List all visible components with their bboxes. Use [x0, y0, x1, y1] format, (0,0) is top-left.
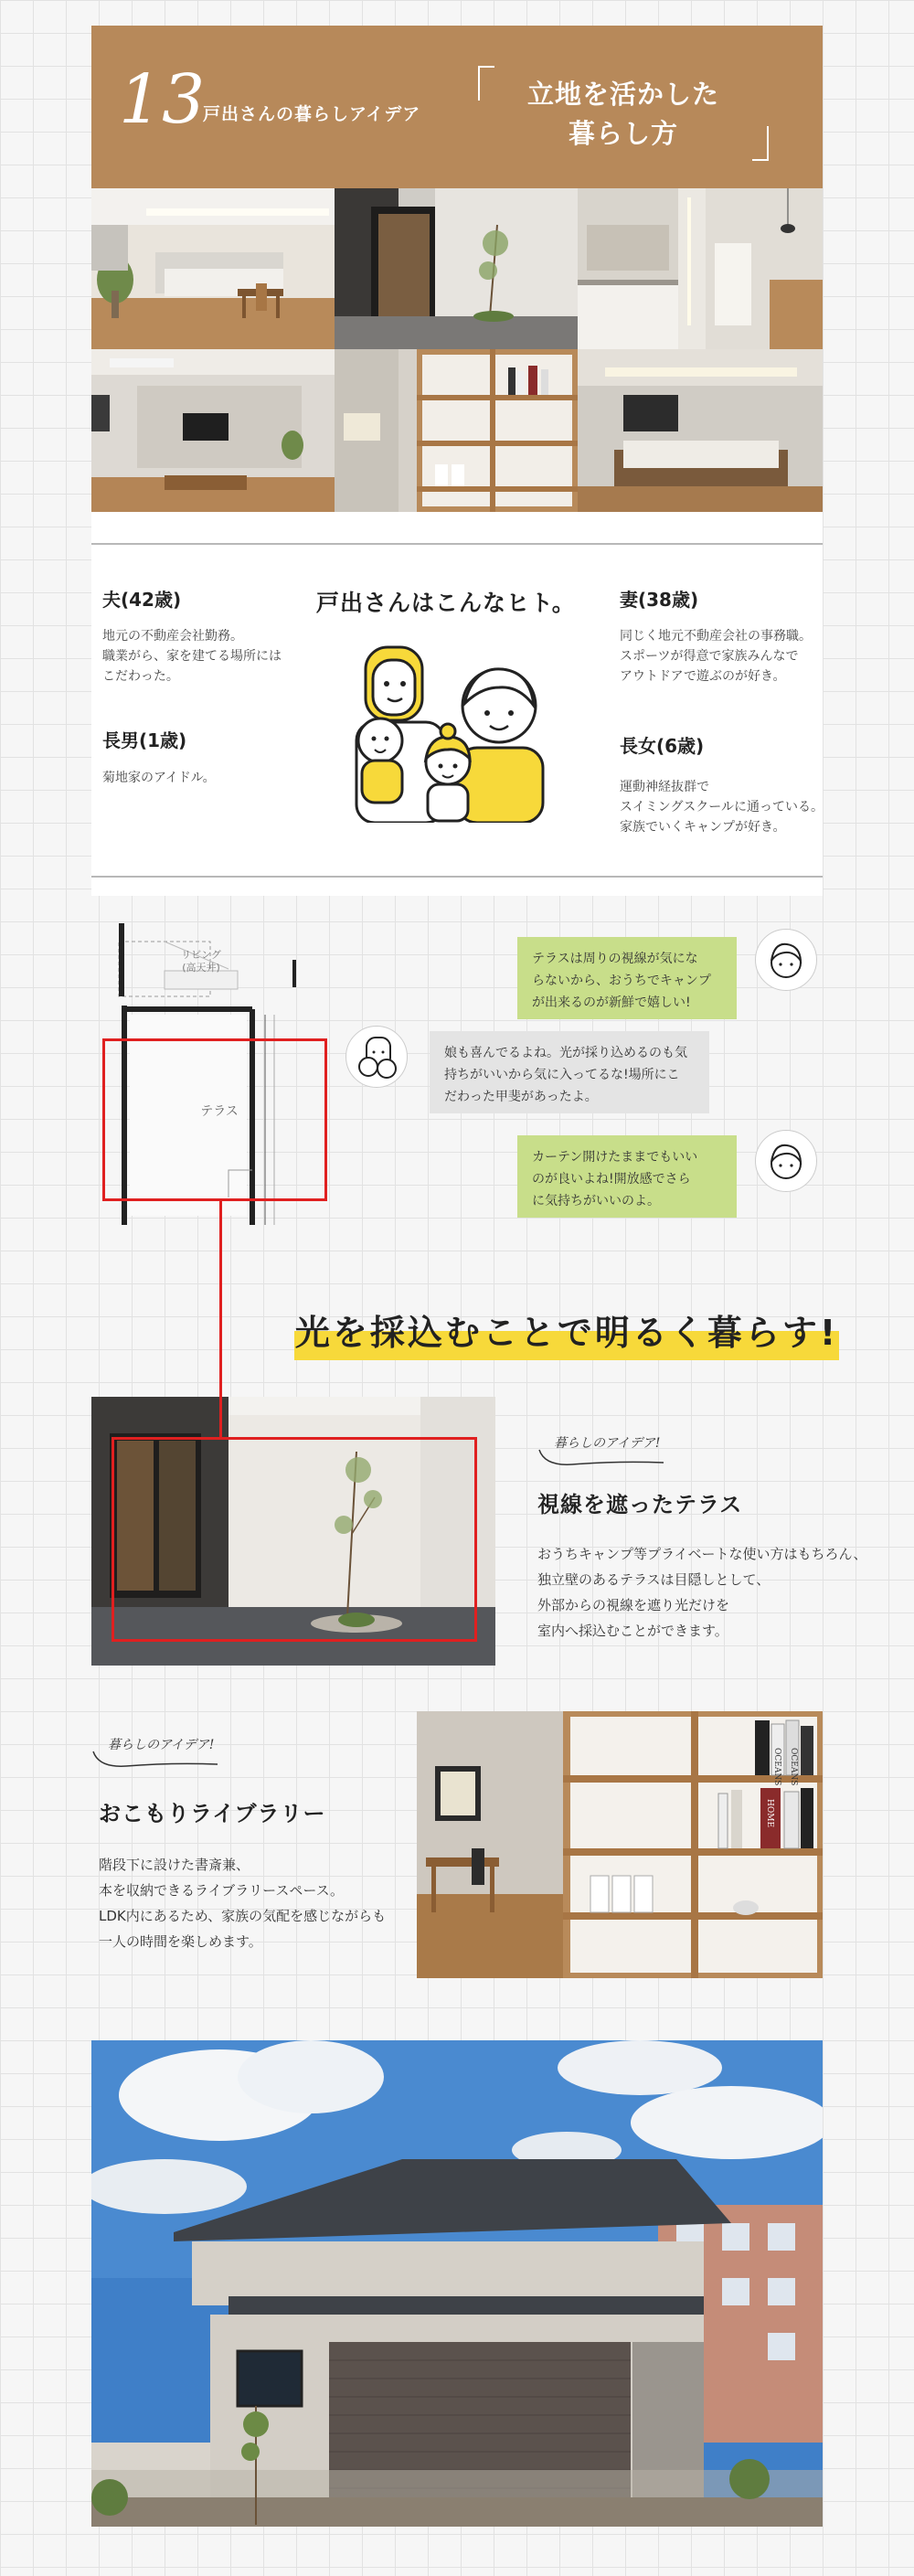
- son-name: 長男(1歳): [102, 729, 187, 751]
- highlight-connector-vertical: [219, 1198, 222, 1385]
- photo-gallery: [91, 188, 823, 512]
- book-title-3: HOME: [765, 1799, 774, 1828]
- idea-tag-1: 暮らしのアイデア!: [554, 1436, 661, 1451]
- daughter-name: 長女(6歳): [620, 735, 705, 757]
- photo-kitchen-corridor: [578, 188, 823, 349]
- divider-bottom: [91, 876, 823, 878]
- highlight-connector-lower: [219, 1382, 222, 1439]
- photo-kitchen-dining: [91, 188, 335, 349]
- divider-top: [91, 543, 823, 545]
- plan-terrace-label: テラス: [200, 1104, 239, 1119]
- idea1-text: おうちキャンプ等プライベートな使い方はもちろん、 独立壁のあるテラスは目隠しとして、 外部からの視線を遮り光だけを 室内へ採込むことができます。: [537, 1546, 867, 1639]
- idea-tag-2: 暮らしのアイデア!: [108, 1738, 215, 1752]
- speech-bubble-2: 娘も喜んでるよね。光が採り込めるのも気 持ちがいいから気に入ってるな!場所にこ だわった甲斐があったよ。: [430, 1031, 709, 1113]
- speech-bubble-3: カーテン開けたままでもいい のが良いよね!開放感でさら に気持ちがいいのよ。: [517, 1135, 737, 1218]
- wife-face-icon-2: [755, 1130, 817, 1192]
- wife-face-icon: [755, 929, 817, 991]
- idea-number: 13: [119, 60, 206, 139]
- book-title-2: OCEANS: [789, 1748, 798, 1786]
- idea2-title: おこもりライブラリー: [99, 1801, 326, 1826]
- idea1-title: 視線を遮ったテラス: [537, 1492, 743, 1517]
- book-title-1: OCEANS: [772, 1748, 781, 1786]
- terrace-highlight-box: [102, 1038, 327, 1201]
- husband-name: 夫(42歳): [102, 589, 182, 611]
- header-subtitle: 戸出さんの暮らしアイデア: [203, 104, 421, 124]
- wife-text: 同じく地元不動産会社の事務職。 スポーツが得意で家族みんなで アウトドアで遊ぶのが好き。: [620, 629, 812, 684]
- header-banner: [91, 26, 823, 188]
- idea2-text: 階段下に設けた書斎兼、 本を収納できるライブラリースペース。 LDK内にあるため、家族の気配を感じながらも 一人の時間を楽しめます。: [99, 1857, 387, 1950]
- family-illustration: [345, 640, 547, 823]
- son-text: 菊地家のアイドル。: [102, 771, 216, 785]
- wife-name: 妻(38歳): [620, 589, 699, 611]
- photo-library: [417, 1711, 823, 1978]
- plan-living-label: リビング: [181, 949, 221, 961]
- highlight-banner: [294, 1309, 839, 1360]
- photo-bedroom: [578, 349, 823, 512]
- photo-library-shelves: [335, 349, 578, 512]
- header-title-box: [478, 66, 769, 161]
- photo-house-exterior: [91, 2040, 823, 2527]
- daughter-text: 運動神経抜群で スイミングスクールに通っている。 家族でいくキャンプが好き。: [620, 780, 824, 835]
- photo-living-room: [91, 349, 335, 512]
- speech-bubble-1: テラスは周りの視線が気にな らないから、おうちでキャンプ が出来るのが新鮮で嬉しい!: [517, 937, 737, 1019]
- terrace-photo-highlight: [112, 1437, 477, 1642]
- profile-heading: 戸出さんはこんなヒト。: [316, 590, 576, 616]
- husband-text: 地元の不動産会社勤務。 職業がら、家を建てる場所には こだわった。: [102, 629, 282, 684]
- plan-ceiling-label: (高天井): [182, 962, 220, 974]
- header-title: 立地を活かした 暮らし方: [526, 79, 719, 149]
- banner-text: 光を採込むことで明るく暮らす!: [294, 1313, 839, 1353]
- father-child-face-icon: [345, 1026, 408, 1088]
- photo-terrace-door: [335, 188, 578, 349]
